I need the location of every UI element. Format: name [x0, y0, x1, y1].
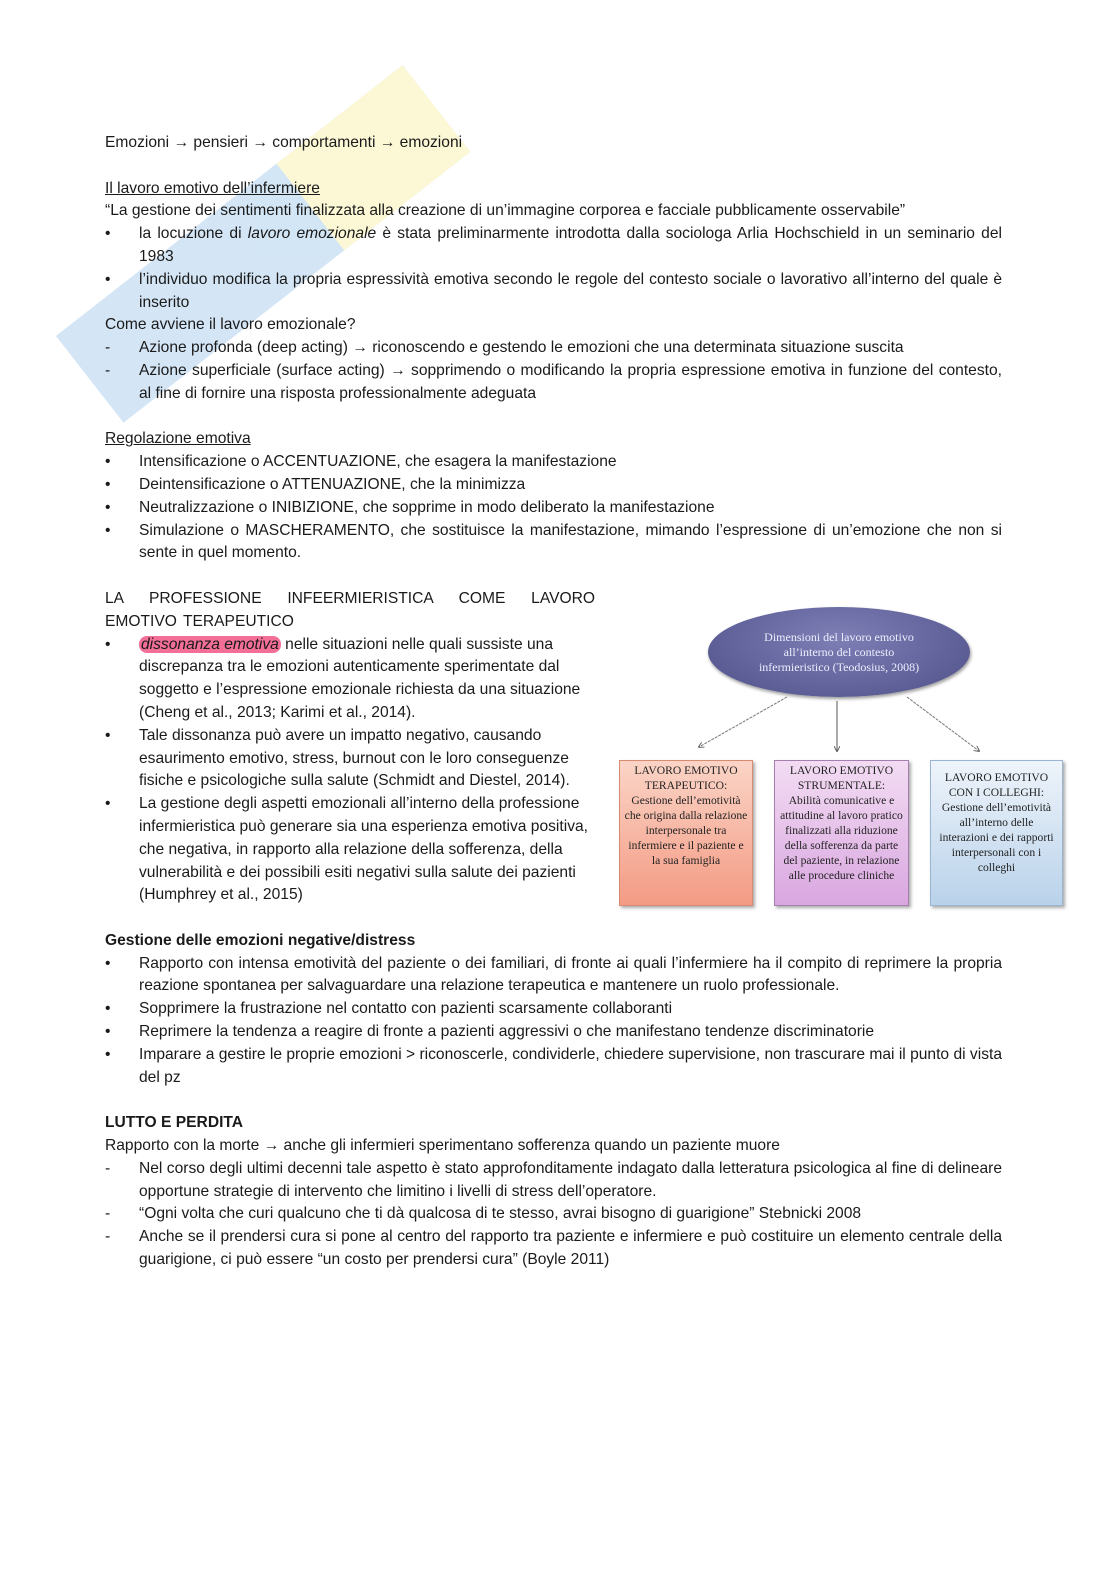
list-item: • Neutralizzazione o INIBIZIONE, che sopprime in modo deliberato la manifestazione — [105, 498, 715, 516]
intro-line: Rapporto con la morte → anche gli infermieri sperimentano sofferenza quando un paziente muore — [105, 1137, 780, 1155]
diagram-box-instrumental: LAVORO EMOTIVO STRUMENTALE: Abilità comunicative e attitudine al lavoro pratico finalizzati alla riduzione della sofferenza da parte del paziente, in relazione alle procedure cliniche — [774, 760, 909, 906]
section-heading: Il lavoro emotivo dell’infermiere — [105, 179, 320, 197]
arrow-icon: → — [173, 134, 190, 151]
list-item: • Simulazione o MASCHERAMENTO, che sostituisce la manifestazione, mimando l’espressione di un’emozione che non si sente in quel momento. — [105, 521, 1002, 562]
arrow-icon: → — [379, 134, 396, 151]
quote: “La gestione dei sentimenti finalizzata alla creazione di un’immagine corporea e facciale pubblicamente osservabile” — [105, 202, 906, 220]
arrow-icon: → — [352, 339, 368, 357]
list-item: - “Ogni volta che curi qualcuno che ti dà qualcosa di te stesso, avrai bisogno di guarigione” Stebnicki 2008 — [105, 1205, 862, 1223]
emotional-work-diagram — [615, 605, 1070, 915]
diagram-center-node: Dimensioni del lavoro emotivo all’interno del contesto infermieristico (Teodosius, 2008) — [708, 607, 970, 697]
section-heading: Regolazione emotiva — [105, 430, 251, 448]
diagram-box-therapeutic: LAVORO EMOTIVO TERAPEUTICO: Gestione dell’emotività che origina dalla relazione interpersonale tra infermiere e il paziente e la sua famiglia — [619, 760, 753, 906]
list-item: • dissonanza emotiva nelle situazioni nelle quali sussiste una discrepanza tra le emozioni autenticamente sperimentate dal soggetto e l’espressione emozionale richiesta da una situazione (Cheng et al., 2013; Karimi et al., 2014). — [105, 635, 581, 721]
list-item: • Reprimere la tendenza a reagire di fronte a pazienti aggressivi o che manifestano tendenze discriminatorie — [105, 1023, 875, 1041]
list-item: • Deintensificazione o ATTENUAZIONE, che la minimizza — [105, 475, 526, 493]
arrow-icon: → — [263, 1137, 280, 1155]
section-heading: LUTTO E PERDITA — [105, 1114, 244, 1132]
arrow-right — [907, 697, 979, 751]
list-item: • la locuzione di lavoro emozionale è stata preliminarmente introdotta dalla sociologa Arlia Hochschield in un seminario del 1983 — [105, 225, 1002, 265]
arrow-left — [699, 697, 787, 747]
list-item: - Azione profonda (deep acting) → riconoscendo e gestendo le emozioni che una determinata situazione suscita — [105, 339, 904, 357]
arrow-icon: → — [252, 134, 268, 151]
emotion-cycle-line: Emozioni → pensieri → comportamenti → emozioni — [105, 134, 463, 151]
list-item: - Nel corso degli ultimi decenni tale aspetto è stato approfonditamente indagato dalla letteratura psicologica al fine di delineare opportune strategie di intervento che limitino i livelli di stress dell’operatore. — [105, 1159, 1002, 1200]
list-item: • Imparare a gestire le proprie emozioni > riconoscerle, condividerle, chiedere supervisione, non trascurare mai il punto di vista del pz — [105, 1045, 1002, 1086]
list-item: - Azione superficiale (surface acting) → sopprimendo o modificando la propria espressione emotiva in funzione del contesto, al fine di fornire una risposta professionalmente adeguata — [105, 361, 1002, 402]
list-item: • La gestione degli aspetti emozionali all’interno della professione infermieristica può generare sia una esperienza emotiva positiva, che negativa, in rapporto alla relazione della sofferenza, della vulnerabilità e dei possibili esiti negativi sulla salute dei pazienti (Humphrey et al., 2015) — [105, 795, 588, 904]
list-item: • Sopprimere la frustrazione nel contatto con pazienti scarsamente collaboranti — [105, 1000, 673, 1018]
list-item: • Rapporto con intensa emotività del paziente o dei familiari, di fronte ai quali l’infermiere ha il compito di reprimere la propria reazione spontanea per salvaguardare una relazione terapeutica e mantenere un ruolo professionale. — [105, 954, 1002, 995]
list-item: • Tale dissonanza può avere un impatto negativo, causando esaurimento emotivo, stress, burnout con le loro conseguenze fisiche e psicologiche sulla salute (Schmidt and Diestel, 2014). — [105, 726, 570, 790]
list-item: - Anche se il prendersi cura si pone al centro del rapporto tra paziente e infermiere e può costituire un elemento centrale della guarigione, ci può essere “un costo per prendersi cura” (Boyle 2011) — [105, 1228, 1002, 1269]
section-heading: LA PROFESSIONE INFEERMIERISTICA COME LAVORO EMOTIVO TERAPEUTICO — [105, 589, 595, 630]
diagram-box-colleagues: LAVORO EMOTIVO CON I COLLEGHI: Gestione dell’emotività all’interno delle interazioni e dei rapporti interpersonali con i colleghi — [930, 760, 1063, 906]
list-item: • Intensificazione o ACCENTUAZIONE, che esagera la manifestazione — [105, 453, 617, 471]
list-item: • l’individuo modifica la propria espressività emotiva secondo le regole del contesto sociale o lavorativo all’interno del quale è inserito — [105, 270, 1002, 311]
section-heading: Gestione delle emozioni negative/distress — [105, 931, 416, 949]
arrow-icon: → — [390, 361, 406, 379]
question: Come avviene il lavoro emozionale? — [105, 316, 356, 334]
highlighted-term: dissonanza emotiva — [141, 635, 279, 653]
